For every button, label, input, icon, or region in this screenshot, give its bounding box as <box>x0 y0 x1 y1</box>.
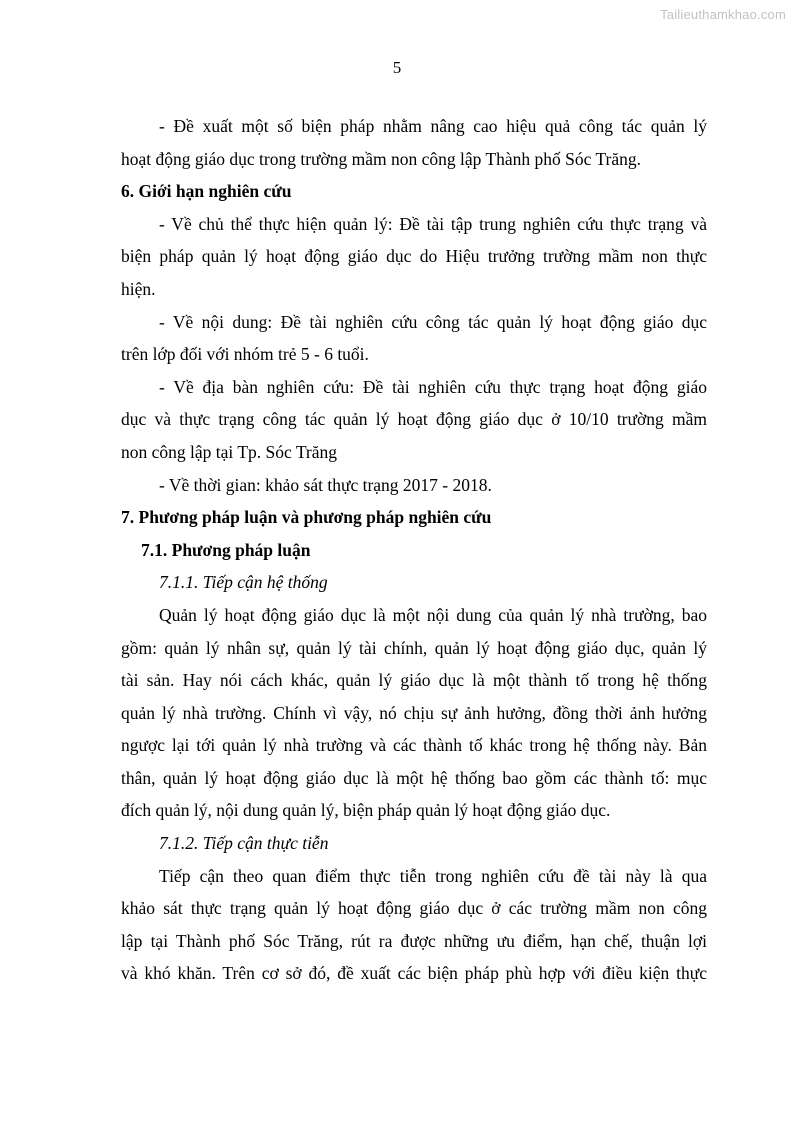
paragraph-line: tài sản. Hay nói cách khác, quản lý giáo dục là một thành tố trong hệ thống <box>121 670 707 691</box>
paragraph-line: - Về nội dung: Đề tài nghiên cứu công tác quản lý hoạt động giáo dục <box>159 311 707 332</box>
subsubsection-heading: 7.1.1. Tiếp cận hệ thống <box>159 572 328 593</box>
document-body <box>121 110 707 990</box>
paragraph-line: khảo sát thực trạng quản lý hoạt động giáo dục ở các trường mầm non công <box>121 898 707 919</box>
paragraph-line: gồm: quản lý nhân sự, quản lý tài chính, quản lý hoạt động giáo dục, quản lý <box>121 637 707 658</box>
paragraph-line: - Đề xuất một số biện pháp nhằm nâng cao hiệu quả công tác quản lý <box>159 116 707 136</box>
paragraph-line: hoạt động giáo dục trong trường mầm non công lập Thành phố Sóc Trăng. <box>121 148 642 169</box>
paragraph-line: non công lập tại Tp. Sóc Trăng <box>121 441 337 462</box>
paragraph-line: - Về địa bàn nghiên cứu: Đề tài nghiên cứu thực trạng hoạt động giáo <box>159 376 707 397</box>
paragraph-line: hiện. <box>121 278 156 299</box>
subsection-heading: 7.1. Phương pháp luận <box>141 539 311 560</box>
watermark-text: Tailieuthamkhao.com <box>660 7 786 22</box>
paragraph-line: lập tại Thành phố Sóc Trăng, rút ra được những ưu điểm, hạn chế, thuận lợi <box>121 930 707 951</box>
paragraph-line: đích quản lý, nội dung quản lý, biện pháp quản lý hoạt động giáo dục. <box>121 800 611 821</box>
page-number: 5 <box>392 58 402 77</box>
paragraph-line: Tiếp cận theo quan điểm thực tiễn trong nghiên cứu đề tài này là qua <box>159 865 707 886</box>
section-heading: 6. Giới hạn nghiên cứu <box>121 181 292 202</box>
paragraph-line: - Về chủ thể thực hiện quản lý: Đề tài tập trung nghiên cứu thực trạng và <box>159 213 707 234</box>
paragraph-line: trên lớp đối với nhóm trẻ 5 - 6 tuổi. <box>121 344 369 365</box>
paragraph-line: biện pháp quản lý hoạt động giáo dục do Hiệu trưởng trường mầm non thực <box>121 246 707 267</box>
paragraph-line: Quản lý hoạt động giáo dục là một nội dung của quản lý nhà trường, bao <box>159 604 707 625</box>
subsubsection-heading: 7.1.2. Tiếp cận thực tiễn <box>159 833 329 854</box>
paragraph-line: ngược lại tới quản lý nhà trường và các thành tố khác trong hệ thống này. Bản <box>121 735 707 756</box>
paragraph-line: dục và thực trạng công tác quản lý hoạt động giáo dục ở 10/10 trường mầm <box>121 409 707 430</box>
paragraph-line: quản lý nhà trường. Chính vì vậy, nó chịu sự ảnh hưởng, đồng thời ảnh hưởng <box>121 702 707 723</box>
paragraph-line: thân, quản lý hoạt động giáo dục là một hệ thống bao gồm các thành tố: mục <box>121 767 707 788</box>
section-heading: 7. Phương pháp luận và phương pháp nghiên cứu <box>121 507 492 528</box>
paragraph-line: và khó khăn. Trên cơ sở đó, đề xuất các biện pháp phù hợp với điều kiện thực <box>121 963 707 984</box>
paragraph-line: - Về thời gian: khảo sát thực trạng 2017 - 2018. <box>159 474 492 495</box>
